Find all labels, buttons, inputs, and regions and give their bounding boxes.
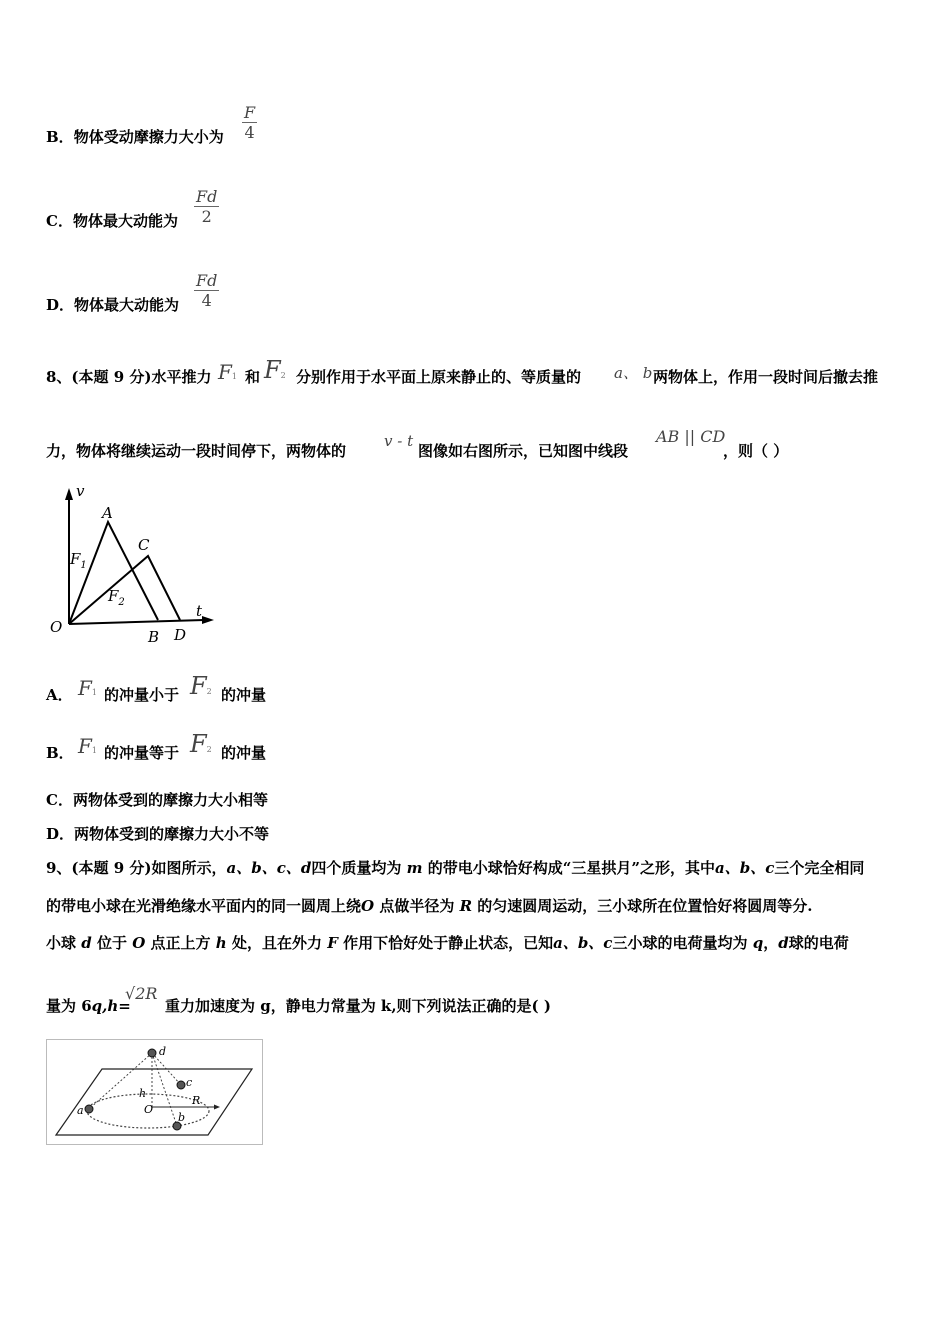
option-text: 物体最大动能为 xyxy=(74,296,180,314)
q8-opt-a-mid xyxy=(104,685,179,705)
q8-opt-b-f2 xyxy=(190,730,212,758)
q8-f1-symbol xyxy=(218,360,237,384)
q9-text: 重力加速度为 g，静电力常量为 k,则下列说法正确的是( ) xyxy=(165,997,551,1015)
q8-part2: 分别作用于水平面上原来静止的、等质量的 xyxy=(296,368,582,386)
fraction-numerator: F xyxy=(244,103,256,122)
q9-text: 的匀速圆周运动，三小球所在位置恰好将圆周等分. xyxy=(477,897,813,915)
q9-var: q xyxy=(752,934,764,952)
f-letter: F xyxy=(78,734,92,758)
label-d: D xyxy=(174,626,187,644)
q9-text: ， xyxy=(763,934,779,952)
option-label: D． xyxy=(46,825,75,843)
subscript: 2 xyxy=(280,371,286,380)
label-a: a xyxy=(77,1104,84,1117)
q8-opt-b-end xyxy=(221,743,266,763)
label-a: A xyxy=(102,504,113,522)
label-v: v xyxy=(76,484,85,500)
f-letter: F xyxy=(78,676,92,700)
option-label: D． xyxy=(46,296,75,314)
q9-text: 9、(本题 9 分)如图所示， xyxy=(46,859,227,877)
option-c-q7 xyxy=(46,211,178,231)
q9-var: F xyxy=(327,934,338,952)
f-letter: F xyxy=(190,672,207,700)
fraction-denominator: 2 xyxy=(201,207,212,226)
option-d-q7 xyxy=(46,295,179,315)
q8-vt-graph xyxy=(46,484,216,644)
and-text: 和 xyxy=(245,368,261,386)
vt-text: v - t xyxy=(384,432,414,450)
q9-text: 点做半径为 xyxy=(379,897,455,915)
fraction-fd-over-4 xyxy=(194,271,219,310)
q9-text: 的带电小球在光滑绝缘水平面内的同一圆周上绕 xyxy=(46,897,362,915)
q9-var: a、b、c、d xyxy=(226,859,312,877)
fraction-denominator: 4 xyxy=(244,123,255,142)
q9-text: 四个质量均为 xyxy=(311,859,402,877)
q8-option-d xyxy=(46,824,269,844)
label-r: R xyxy=(192,1094,201,1107)
q9-line3 xyxy=(46,933,849,953)
label-b: B xyxy=(148,628,160,644)
option-mid-text: 的冲量小于 xyxy=(104,686,180,704)
q9-var: d xyxy=(81,934,92,952)
label-b: b xyxy=(178,1111,186,1124)
option-text: 两物体受到的摩擦力大小不等 xyxy=(74,825,270,843)
q9-text: 量为 6 xyxy=(46,997,92,1015)
q8-opt-b-f1 xyxy=(78,734,97,758)
q9-var: h xyxy=(215,934,227,952)
q9-text: 处，且在外力 xyxy=(231,934,322,952)
option-label: B． xyxy=(46,744,74,762)
q8-and xyxy=(245,367,260,387)
q8-ab-parallel-cd xyxy=(656,427,725,446)
q9-line4-end xyxy=(165,996,551,1016)
q8-part3: 两物体上，作用一段时间后撤去推 xyxy=(653,368,879,386)
fraction-denominator: 4 xyxy=(201,291,212,310)
q8-line1-end xyxy=(653,367,878,387)
label-o: O xyxy=(50,618,63,636)
f-letter: F xyxy=(190,730,207,758)
q9-var: m xyxy=(406,859,423,877)
q9-line4-start xyxy=(46,996,131,1016)
q8-line1-start xyxy=(46,367,212,387)
option-label: A． xyxy=(46,686,73,704)
option-text: 两物体受到的摩擦力大小相等 xyxy=(72,791,268,809)
q9-sqrt2r xyxy=(125,984,157,1003)
q8-line2-mid xyxy=(418,441,628,461)
subscript: 2 xyxy=(206,687,212,696)
q9-text: 小球 xyxy=(46,934,77,952)
ball-d xyxy=(148,1049,156,1057)
option-end-text: 的冲量 xyxy=(221,686,267,704)
q8-opt-a-f2 xyxy=(190,672,212,700)
option-text: 物体受动摩擦力大小为 xyxy=(73,128,224,146)
f-letter: F xyxy=(218,360,232,384)
sqrt-text: √2R xyxy=(125,984,158,1003)
fraction-f-over-4 xyxy=(242,103,257,142)
q9-three-stars-figure xyxy=(46,1039,263,1145)
label-t: t xyxy=(196,602,203,620)
label-o: O xyxy=(144,1103,154,1116)
ball-c xyxy=(177,1081,185,1089)
fraction-numerator: Fd xyxy=(196,187,218,206)
q8-ab-symbol xyxy=(614,362,652,383)
q8-f2-symbol xyxy=(264,356,286,384)
label-c: C xyxy=(138,536,150,554)
fraction-numerator: Fd xyxy=(196,271,218,290)
v-axis-arrow xyxy=(65,488,73,500)
label-d: d xyxy=(159,1045,167,1058)
fraction-fd-over-2 xyxy=(194,187,219,226)
label-f2: $F_2$ xyxy=(108,587,125,608)
q8-line1-mid xyxy=(296,367,581,387)
q9-var: O xyxy=(132,934,146,952)
q8-option-b xyxy=(46,743,74,763)
option-label: C． xyxy=(46,212,73,230)
q8-line2c: ，则（ ） xyxy=(723,442,789,460)
option-b-q7 xyxy=(46,127,224,147)
q8-line2a: 力，物体将继续运动一段时间停下，两物体的 xyxy=(46,442,347,460)
subscript: 2 xyxy=(206,745,212,754)
q9-text: 球的电荷 xyxy=(788,934,849,952)
label-f1: $F_1$ xyxy=(70,550,87,571)
q9-var: O xyxy=(361,897,375,915)
q9-text: 三小球的电荷量均为 xyxy=(612,934,748,952)
q9-text: 三个完全相同 xyxy=(774,859,865,877)
q8-prefix: 8、(本题 9 分)水平推力 xyxy=(46,368,212,386)
q9-var: R xyxy=(459,897,473,915)
option-mid-text: 的冲量等于 xyxy=(104,744,180,762)
option-text: 物体最大动能为 xyxy=(72,212,178,230)
f-letter: F xyxy=(264,356,281,384)
option-label: C． xyxy=(46,791,73,809)
ball-a xyxy=(85,1105,93,1113)
q9-line1 xyxy=(46,858,864,878)
option-end-text: 的冲量 xyxy=(221,744,267,762)
q8-opt-a-end xyxy=(221,685,266,705)
t-axis-arrow xyxy=(202,616,214,624)
q8-line2-end xyxy=(723,441,788,461)
q8-option-a xyxy=(46,685,73,705)
q9-var: a、b、c xyxy=(553,934,613,952)
q9-var: a、b、c xyxy=(714,859,775,877)
q8-line2-start xyxy=(46,441,346,461)
q9-text: 点正上方 xyxy=(150,934,211,952)
abcd-text: AB || CD xyxy=(656,427,726,446)
t-axis xyxy=(69,620,204,624)
q9-var: q,h= xyxy=(91,997,131,1015)
q9-text: 位于 xyxy=(96,934,127,952)
q9-line2 xyxy=(46,896,813,916)
q9-text: 的带电小球恰好构成“三星拱月”之形，其中 xyxy=(427,859,715,877)
q8-opt-b-mid xyxy=(104,743,179,763)
subscript: 1 xyxy=(231,372,237,381)
q8-option-c xyxy=(46,790,268,810)
subscript: 1 xyxy=(91,746,97,755)
label-h: h xyxy=(139,1087,147,1100)
q8-vt-symbol xyxy=(384,432,413,450)
ab-text: a、 b xyxy=(614,364,653,382)
q9-text: 作用下恰好处于静止状态，已知 xyxy=(343,934,554,952)
q8-line2b: 图像如右图所示，已知图中线段 xyxy=(418,442,629,460)
option-label: B． xyxy=(46,128,74,146)
q8-opt-a-f1 xyxy=(78,676,97,700)
subscript: 1 xyxy=(91,688,97,697)
q9-var: d xyxy=(778,934,789,952)
label-c: c xyxy=(186,1076,193,1089)
